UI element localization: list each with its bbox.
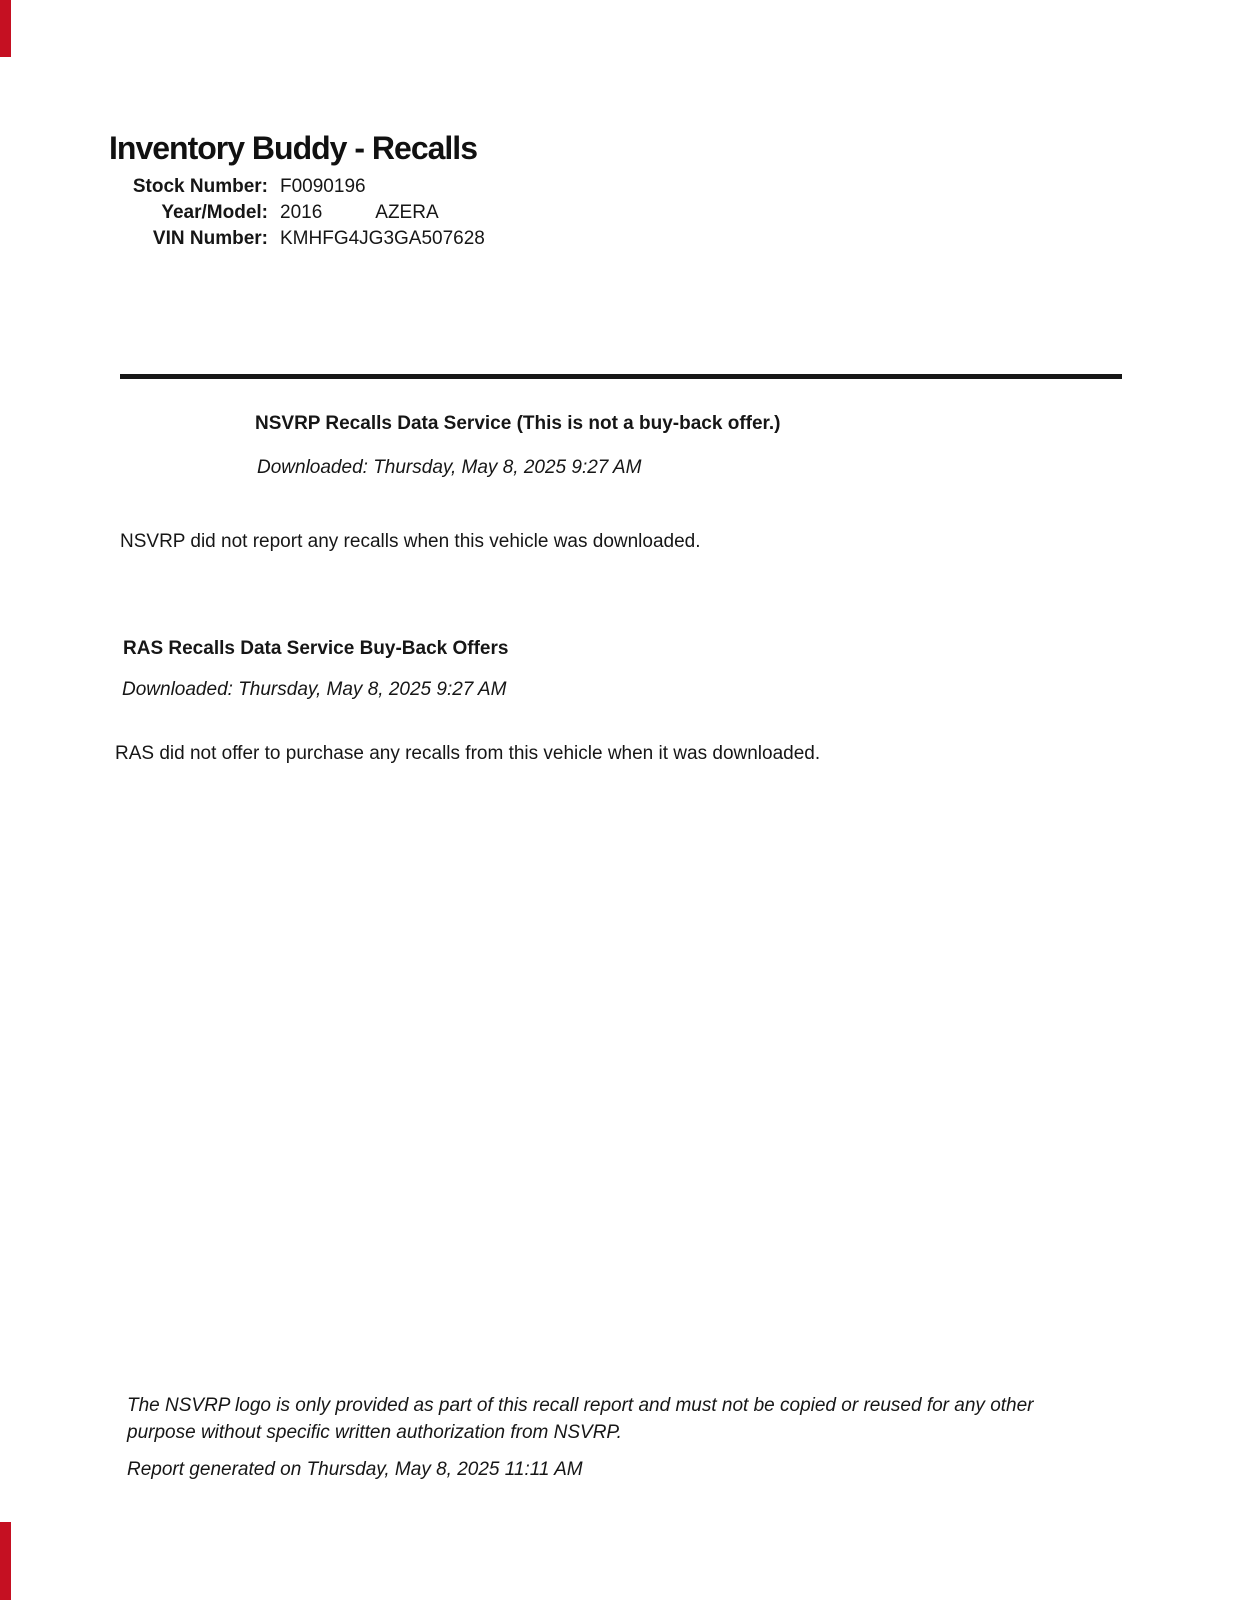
stock-number-label: Stock Number: bbox=[132, 176, 268, 197]
stock-number-row bbox=[120, 177, 485, 197]
vin-number-row bbox=[120, 229, 485, 249]
nsvrp-downloaded-timestamp: Downloaded: Thursday, May 8, 2025 9:27 AM bbox=[257, 457, 642, 478]
year-value: 2016 bbox=[280, 202, 323, 223]
section-divider-rule bbox=[120, 374, 1122, 379]
year-model-row bbox=[120, 203, 485, 223]
vin-number-label: VIN Number: bbox=[152, 228, 268, 249]
stock-number-value: F0090196 bbox=[280, 176, 366, 197]
nsvrp-section-heading: NSVRP Recalls Data Service (This is not a buy-back offer.) bbox=[255, 413, 781, 434]
vehicle-info bbox=[120, 177, 485, 255]
ras-downloaded-timestamp: Downloaded: Thursday, May 8, 2025 9:27 AM bbox=[122, 679, 507, 700]
scan-edge-artifact-top bbox=[0, 0, 11, 57]
logo-usage-notice: The NSVRP logo is only provided as part of this recall report and must not be copied or reused for any other purpose without specific written authorization from NSVRP. bbox=[127, 1395, 1034, 1443]
vin-number-value: KMHFG4JG3GA507628 bbox=[280, 228, 485, 249]
nsvrp-result-text: NSVRP did not report any recalls when this vehicle was downloaded. bbox=[120, 531, 701, 552]
scan-edge-artifact-bottom bbox=[0, 1522, 11, 1600]
ras-result-text: RAS did not offer to purchase any recalls from this vehicle when it was downloaded. bbox=[115, 743, 821, 764]
year-model-label: Year/Model: bbox=[161, 202, 268, 223]
page-title: Inventory Buddy - Recalls bbox=[109, 130, 477, 166]
model-value: AZERA bbox=[375, 202, 439, 223]
report-generated-timestamp: Report generated on Thursday, May 8, 2025 11:11 AM bbox=[127, 1459, 583, 1480]
ras-section-heading: RAS Recalls Data Service Buy-Back Offers bbox=[123, 638, 509, 659]
